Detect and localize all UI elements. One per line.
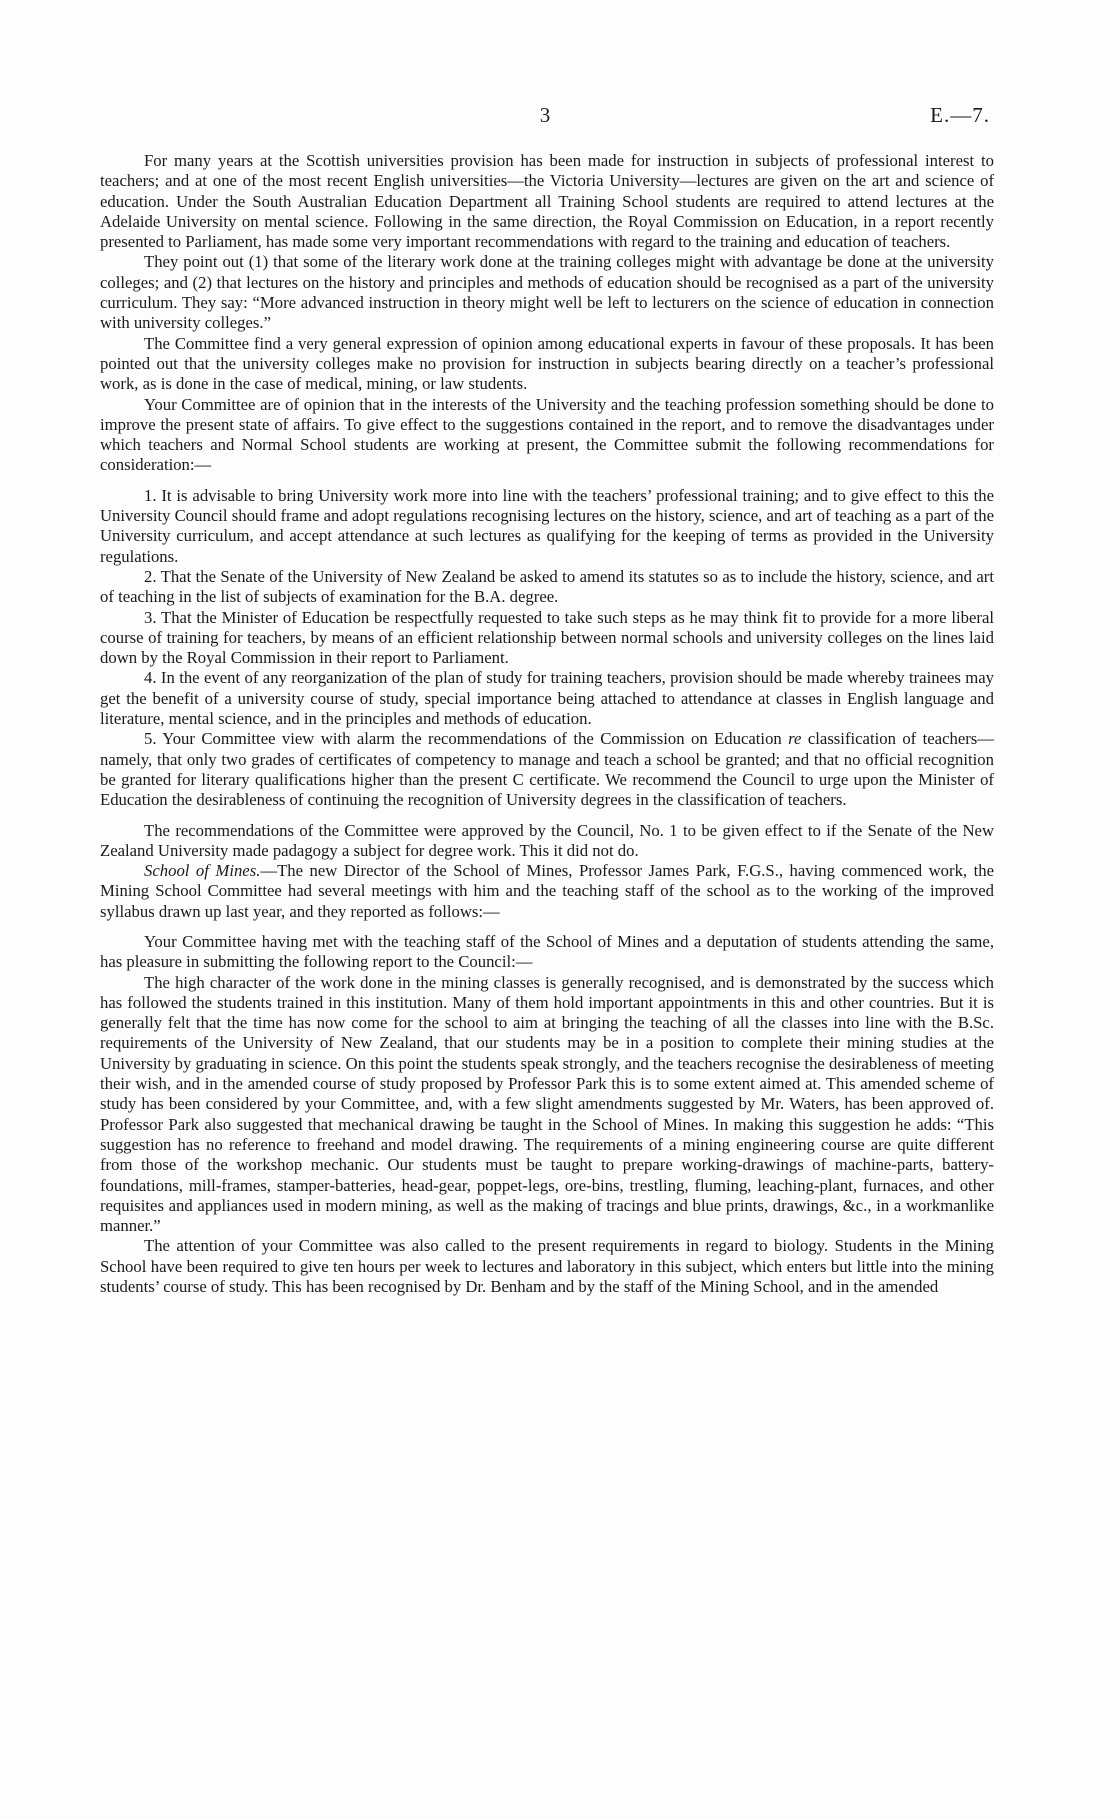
recommendation-5-text-start: 5. Your Committee view with alarm the recommendations of the Commission on Education [144, 729, 789, 749]
paragraph-school-of-mines [100, 861, 994, 922]
school-of-mines-text: —The new Director of the School of Mines, Professor James Park, F.G.S., having commenced work, the Mining School Committee had several meetings with him and the teaching staff of the school as to the working of the improved syllabus drawn up last year, and they reported as follows:— [100, 861, 994, 921]
paragraph-they-point-out: They point out (1) that some of the literary work done at the training colleges might with advantage be done at the university colleges; and (2) that lectures on the history and principles and methods of education should be recognised as a part of the university curriculum. They say: “More advanced instruction in theory might well be left to lecturers on the science of education in connection with university colleges.” [100, 252, 994, 333]
page-number: 3 [539, 103, 551, 127]
recommendation-1: 1. It is advisable to bring University work more into line with the teachers’ professional training; and to give effect to this the University Council should frame and adopt regulations recognising lectures on the history, science, and art of teaching as a part of the University curriculum, and accept attendance at such lectures as qualifying for the keeping of terms as provided in the University regulations. [100, 485, 994, 566]
recommendation-4: 4. In the event of any reorganization of the plan of study for training teachers, provision should be made whereby trainees may get the benefit of a university course of study, special importance being attached to attendance at classes in English language and literature, mental science, and in the principles and methods of education. [100, 668, 994, 729]
recommendation-3: 3. That the Minister of Education be respectfully requested to take such steps as he may think fit to provide for a more liberal course of training for teachers, by means of an efficient relationship between normal schools and university colleges on the lines laid down by the Royal Commission in their report to Parliament. [100, 607, 994, 668]
paragraph-committee-find: The Committee find a very general expression of opinion among educational experts in favour of these proposals. It has been pointed out that the university colleges make no provision for instruction in subjects bearing directly on a teacher’s professional work, as is done in the case of medical, mining, or law students. [100, 333, 994, 394]
recommendation-5 [100, 729, 994, 810]
recommendation-5-italic-re: re [788, 729, 802, 749]
recommendation-5-text-end: classification of teachers—namely, that only two grades of certificates of competency to manage and teach a school be granted; and that no official recognition be granted for literary qualifications higher than the present C certificate. We recommend the Council to urge upon the Minister of Education the desirableness of continuing the recognition of University degrees in the classification of teachers. [100, 729, 994, 810]
paragraph-scottish-universities: For many years at the Scottish universities provision has been made for instruction in subjects of professional interest to teachers; and at one of the most recent English universities—the Victoria University—lectures are given on the art and science of education. Under the South Australian Education Department all Training School students are required to attend lectures at the Adelaide University on mental science. Following in the same direction, the Royal Commission on Education, in a report recently presented to Parliament, has made some very important recommendations with regard to the training and education of teachers. [100, 151, 994, 252]
paragraph-biology: The attention of your Committee was also called to the present requirements in regard to biology. Students in the Mining School have been required to give ten hours per week to lectures and laboratory in this subject, which enters but little into the mining students’ course of study. This has been recognised by Dr. Benham and by the staff of the Mining School, and in the amended [100, 1236, 994, 1297]
paragraph-committee-met-staff: Your Committee having met with the teaching staff of the School of Mines and a deputation of students attending the same, has pleasure in submitting the following report to the Council:— [100, 931, 994, 972]
document-body [100, 151, 994, 1297]
page-header [100, 103, 990, 131]
document-reference: E.—7. [930, 103, 990, 127]
paragraph-recommendations-approved: The recommendations of the Committee were approved by the Council, No. 1 to be given effect to if the Senate of the New Zealand University made padagogy a subject for degree work. This it did not do. [100, 820, 994, 860]
paragraph-your-committee-opinion: Your Committee are of opinion that in the interests of the University and the teaching profession something should be done to improve the present state of affairs. To give effect to the suggestions contained in the report, and to remove the disadvantages under which teachers and Normal School students are working at present, the Committee submit the following recommendations for consideration:— [100, 394, 994, 475]
school-of-mines-heading: School of Mines. [144, 861, 261, 881]
paragraph-high-character: The high character of the work done in the mining classes is generally recognised, and is demonstrated by the success which has followed the students trained in this institution. Many of them hold important appointments in this and other countries. But it is generally felt that the time has now come for the school to aim at bringing the teaching of all the classes into line with the B.Sc. requirements of the University of New Zealand, that our students may be in a position to complete their mining studies at the University by graduating in science. On this point the students speak strongly, and the teachers recognise the desirableness of meeting their wish, and in the amended course of study proposed by Professor Park this is to some extent aimed at. This amended scheme of study has been considered by your Committee, and, with a few slight amendments suggested by Mr. Waters, has been approved of. Professor Park also suggested that mechanical drawing be taught in the School of Mines. In making this suggestion he adds: “This suggestion has no reference to freehand and model drawing. The requirements of a mining engineering course are quite different from those of the workshop mechanic. Our students must be taught to prepare working-drawings of machine-parts, battery-foundations, mill-frames, stamper-batteries, head-gear, poppet-legs, ore-bins, trestling, fluming, leaching-plant, furnaces, and other requisites and appliances used in modern mining, as well as the making of tracings and blue prints, drawings, &c., in a workmanlike manner.” [100, 972, 994, 1236]
recommendation-2: 2. That the Senate of the University of New Zealand be asked to amend its statutes so as to include the history, science, and art of teaching in the list of subjects of examination for the B.A. degree. [100, 566, 994, 607]
